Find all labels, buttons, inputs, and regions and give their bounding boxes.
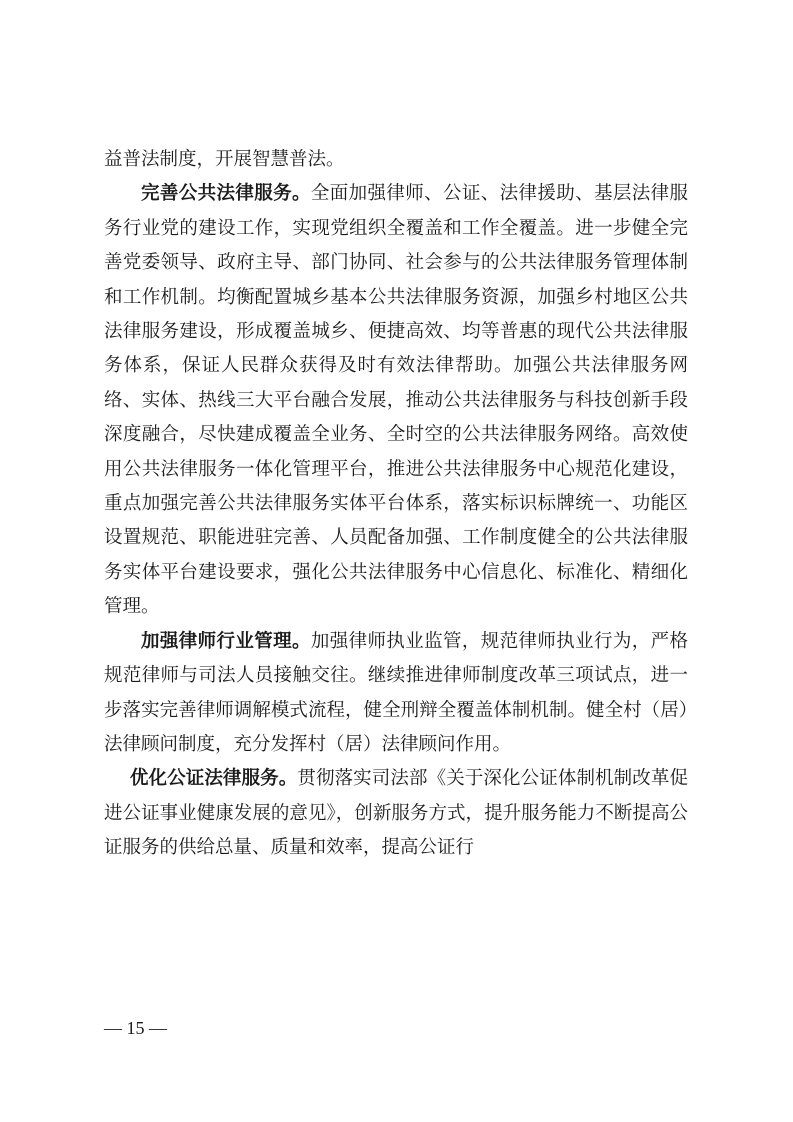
section-body: 贯彻落实司法部《关于深化公证体制机制改革促进公证事业健康发展的意见》，创新服务方式，提升服务能力不断提高公证服务的供给总量、质量和效率，提高公证行	[104, 768, 688, 859]
section-body: 加强律师执业监管，规范律师执业行为，严格规范律师与司法人员接触交往。继续推进律师制度改革三项试点，进一步落实完善律师调解模式流程，健全刑辩全覆盖体制机制。健全村（居）法律顾问制度，充分发挥村（居）法律顾问作用。	[104, 630, 688, 755]
section-public-legal-services	[104, 177, 688, 624]
section-body: 全面加强律师、公证、法律援助、基层法律服务行业党的建设工作，实现党组织全覆盖和工作全覆盖。进一步健全完善党委领导、政府主导、部门协同、社会参与的公共法律服务管理体制和工作机制。均衡配置城乡基本公共法律服务资源，加强乡村地区公共法律服务建设，形成覆盖城乡、便捷高效、均等普惠的现代公共法律服务体系，保证人民群众获得及时有效法律帮助。加强公共法律服务网络、实体、热线三大平台融合发展，推动公共法律服务与科技创新手段深度融合，尽快建成覆盖全业务、全时空的公共法律服务网络。高效使用公共法律服务一体化管理平台，推进公共法律服务中心规范化建设，重点加强完善公共法律服务实体平台体系，落实标识标牌统一、功能区设置规范、职能进驻完善、人员配备加强、工作制度健全的公共法律服务实体平台建设要求，强化公共法律服务中心信息化、标准化、精细化管理。	[104, 183, 688, 618]
section-heading: 完善公共法律服务。	[141, 183, 311, 205]
section-heading: 加强律师行业管理。	[141, 630, 311, 652]
section-lawyer-management	[104, 625, 688, 763]
section-notary-services	[104, 762, 688, 865]
opening-fragment	[104, 143, 688, 177]
body-text	[104, 143, 688, 866]
page-number: — 15 —	[104, 1018, 167, 1038]
opening-fragment-text: 益普法制度，开展智慧普法。	[104, 149, 345, 170]
section-heading: 优化公证法律服务。	[129, 768, 298, 790]
